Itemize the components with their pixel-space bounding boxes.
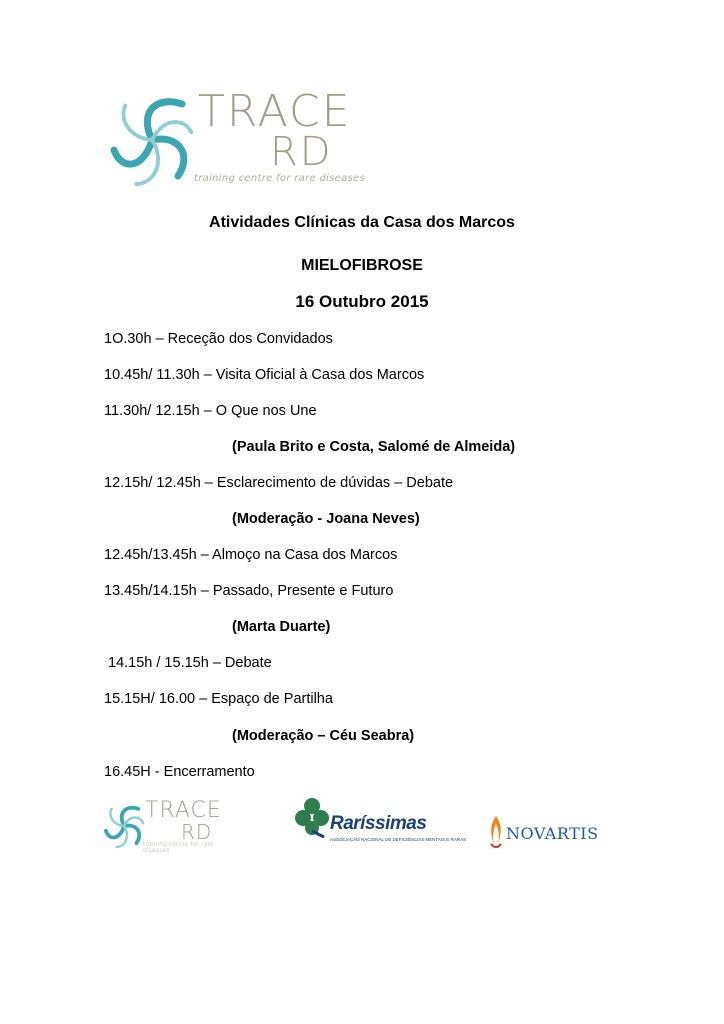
clover-icon xyxy=(294,797,330,839)
document-subtitle: MIELOFIBROSE xyxy=(301,257,423,274)
novartis-name: NOVARTIS xyxy=(506,824,599,843)
rarissimas-name: Raríssimas xyxy=(330,813,427,834)
rarissimas-logo xyxy=(294,795,467,855)
logo-tagline: training centre for rare diseases xyxy=(194,173,365,184)
trace-rd-spiral-icon xyxy=(103,802,145,850)
footer-logo-word-trace: TRACE xyxy=(145,798,222,823)
schedule-item-5: 12.45h/13.45h – Almoço na Casa dos Marcos xyxy=(104,547,398,563)
trace-rd-logo xyxy=(108,88,368,198)
speaker-note-3: (Marta Duarte) xyxy=(232,619,331,635)
footer-logo-word-rd: RD xyxy=(181,820,213,844)
schedule-item-4: 12.15h/ 12.45h – Esclarecimento de dúvidas – Debate xyxy=(104,475,454,491)
speaker-note-1: (Paula Brito e Costa, Salomé de Almeida) xyxy=(232,439,516,455)
schedule-item-9: 16.45H - Encerramento xyxy=(104,764,255,780)
schedule-item-2: 10.45h/ 11.30h – Visita Oficial à Casa dos Marcos xyxy=(104,367,425,383)
schedule-item-6: 13.45h/14.15h – Passado, Presente e Futuro xyxy=(104,583,394,599)
speaker-note-4: (Moderação – Céu Seabra) xyxy=(232,728,415,744)
logo-word-rd: RD xyxy=(270,129,333,175)
document-date: 16 Outubro 2015 xyxy=(295,292,429,311)
footer-trace-rd-logo xyxy=(103,800,233,855)
schedule-item-3: 11.30h/ 12.15h – O Que nos Une xyxy=(104,403,317,419)
speaker-note-2: (Moderação - Joana Neves) xyxy=(232,511,420,527)
logo-word-trace: TRACE xyxy=(198,86,352,137)
rarissimas-subtitle: ASSOCIAÇÃO NACIONAL DE DEFICIÊNCIAS MENTAIS E RARAS xyxy=(330,837,467,842)
footer-logo-tagline: training centre for rare diseases xyxy=(143,841,214,854)
novartis-logo xyxy=(488,812,598,852)
schedule-item-7: 14.15h / 15.15h – Debate xyxy=(108,655,272,671)
document-title: Atividades Clínicas da Casa dos Marcos xyxy=(209,214,515,231)
schedule-item-8: 15.15H/ 16.00 – Espaço de Partilha xyxy=(104,691,333,707)
trace-rd-spiral-icon xyxy=(108,90,196,190)
schedule-item-1: 1O.30h – Receção dos Convidados xyxy=(104,331,333,347)
novartis-flame-icon xyxy=(488,814,504,850)
